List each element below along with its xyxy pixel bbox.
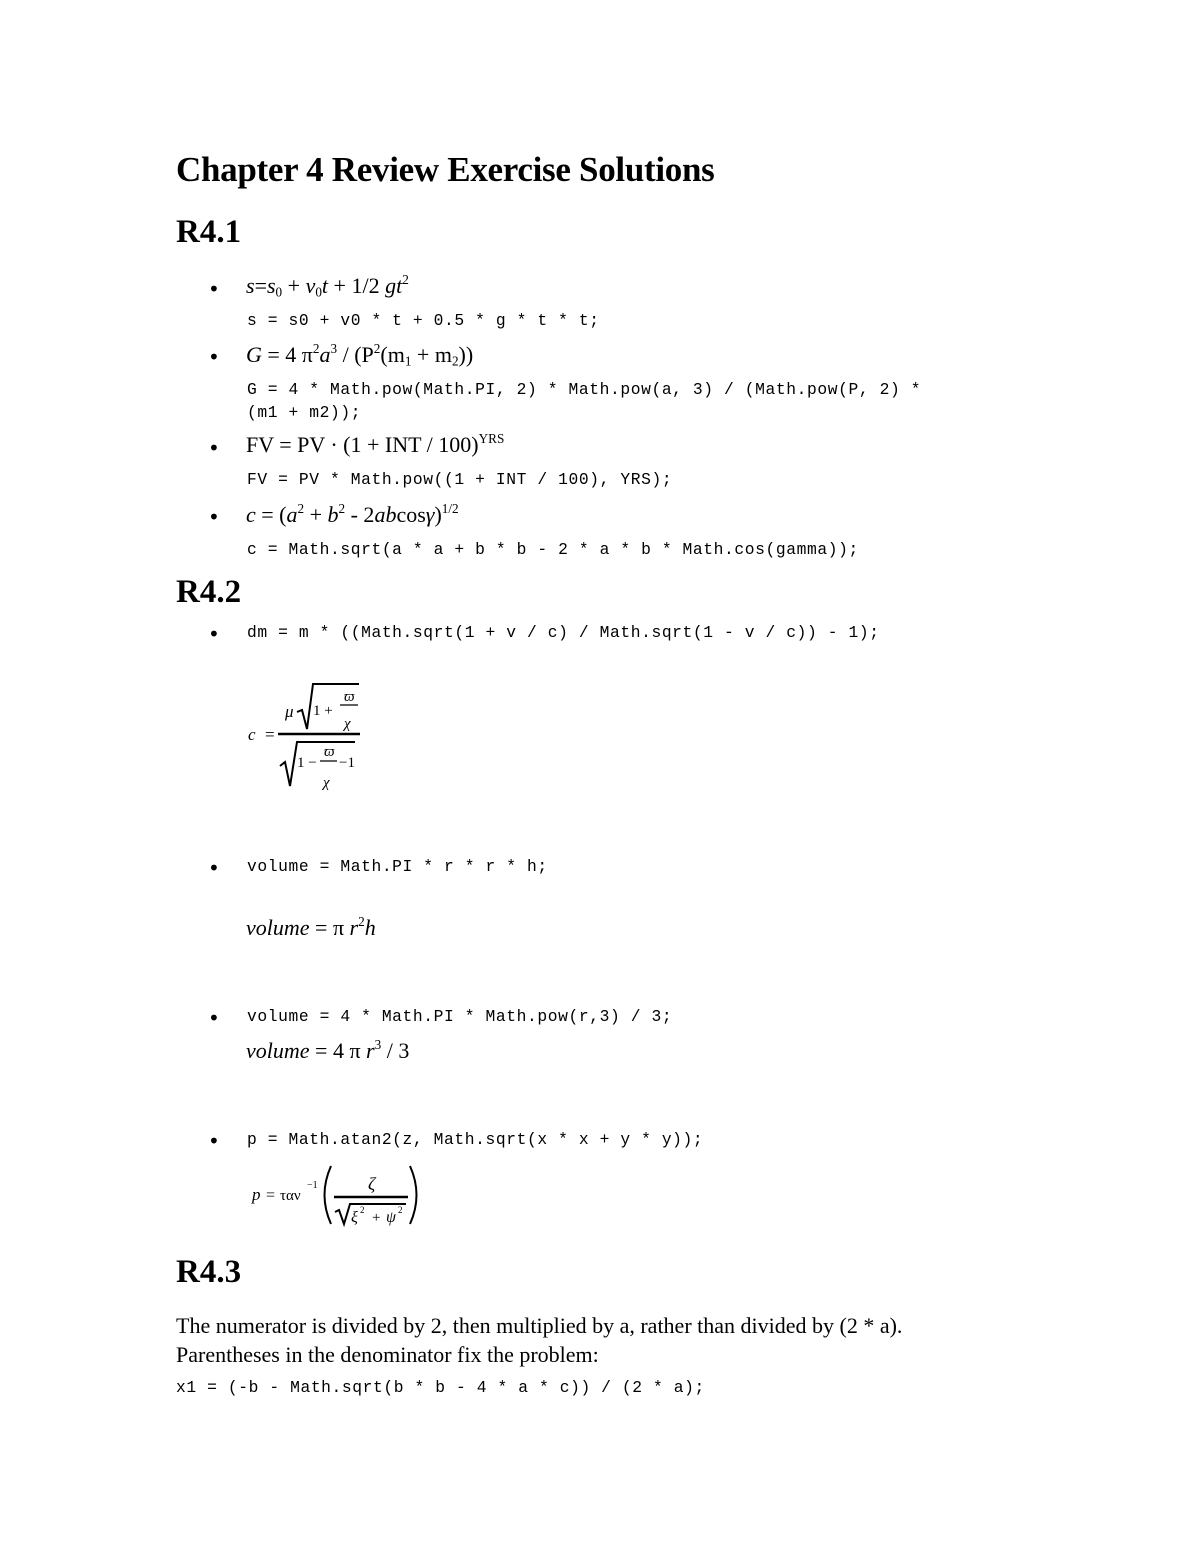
code-line: s = s0 + v0 * t + 0.5 * g * t * t; <box>247 311 600 330</box>
eq-one-minus: 1 − <box>297 755 317 771</box>
bullet: • <box>208 436 220 460</box>
section-heading-r4-2: R4.2 <box>176 574 242 610</box>
eq-varpi-top: ϖ <box>344 689 355 705</box>
formula-sphere-volume: volume = 4 π $r^3 / 3$ <box>246 1036 410 1063</box>
eq-p: p <box>252 1185 261 1204</box>
eq-chi-bottom: χ <box>323 775 330 791</box>
formula-gravitation: G = 4 $\pi^2a^3 / (P^2(m_1 + m_2))$ <box>246 340 474 369</box>
equation-atan2 <box>246 1160 426 1230</box>
eq-tan: ταν <box>280 1188 301 1204</box>
code-line: volume = 4 * Math.PI * Math.pow(r,3) / 3; <box>247 1007 673 1026</box>
eq-varpi-bottom: ϖ <box>324 744 335 760</box>
right-paren <box>410 1166 417 1224</box>
code-line: p = Math.atan2(z, Math.sqrt(x * x + y * y)); <box>247 1130 704 1149</box>
formula-law-of-cosines: $c = (a^2 + b^2 - 2abcos\gamma)^{1/2}$ <box>246 500 459 527</box>
eq-equals: = <box>265 725 275 744</box>
bullet: • <box>208 1129 220 1153</box>
eq-inverse: −1 <box>307 1180 318 1191</box>
equation-relativistic-mass <box>240 676 380 796</box>
paragraph-line: The numerator is divided by 2, then multiplied by a, rather than divided by (2 * a). <box>176 1313 903 1338</box>
bullet: • <box>208 277 220 301</box>
formula-displacement: $s=s_0 + v_0t + 1/2$ $gt^2$ <box>246 271 409 300</box>
code-line: G = 4 * Math.pow(Math.PI, 2) * Math.pow(a, 3) / (Math.pow(P, 2) * <box>247 380 922 399</box>
eq-xi-exp: 2 <box>360 1205 365 1215</box>
bullet: • <box>208 856 220 880</box>
code-line: x1 = (-b - Math.sqrt(b * b - 4 * a * c)) / (2 * a); <box>176 1378 705 1397</box>
bullet: • <box>208 505 220 529</box>
eq-minus-one: −1 <box>339 755 355 771</box>
eq-equals: = <box>266 1187 276 1204</box>
code-line: volume = Math.PI * r * r * h; <box>247 857 548 876</box>
code-line: c = Math.sqrt(a * a + b * b - 2 * a * b * Math.cos(gamma)); <box>247 540 859 559</box>
paragraph-line: Parentheses in the denominator fix the problem: <box>176 1342 599 1367</box>
code-line: (m1 + m2)); <box>247 403 362 422</box>
page-title: Chapter 4 Review Exercise Solutions <box>176 150 715 189</box>
section-heading-r4-1: R4.1 <box>176 214 242 250</box>
bullet: • <box>208 622 220 646</box>
eq-psi-exp: 2 <box>398 1205 403 1215</box>
eq-one-plus: 1 + <box>313 703 333 719</box>
bullet: • <box>208 1006 220 1030</box>
formula-cylinder-volume: volume = π $r^2h$ <box>246 913 376 940</box>
eq-chi-top: χ <box>344 716 351 732</box>
eq-psi: ψ <box>386 1209 396 1226</box>
code-line: dm = m * ((Math.sqrt(1 + v / c) / Math.sqrt(1 - v / c)) - 1); <box>247 623 880 642</box>
eq-lhs: c <box>248 725 256 744</box>
code-line: FV = PV * Math.pow((1 + INT / 100), YRS); <box>247 470 673 489</box>
bullet: • <box>208 345 220 369</box>
eq-plus: + <box>372 1210 381 1226</box>
formula-future-value: FV = PV · (1 + INT / 100)$^{YRS}$ <box>246 430 505 457</box>
eq-xi: ξ <box>351 1209 358 1226</box>
section-heading-r4-3: R4.3 <box>176 1254 242 1290</box>
eq-zeta: ζ <box>368 1174 376 1194</box>
left-paren <box>325 1166 332 1224</box>
eq-mu: μ <box>285 702 294 721</box>
